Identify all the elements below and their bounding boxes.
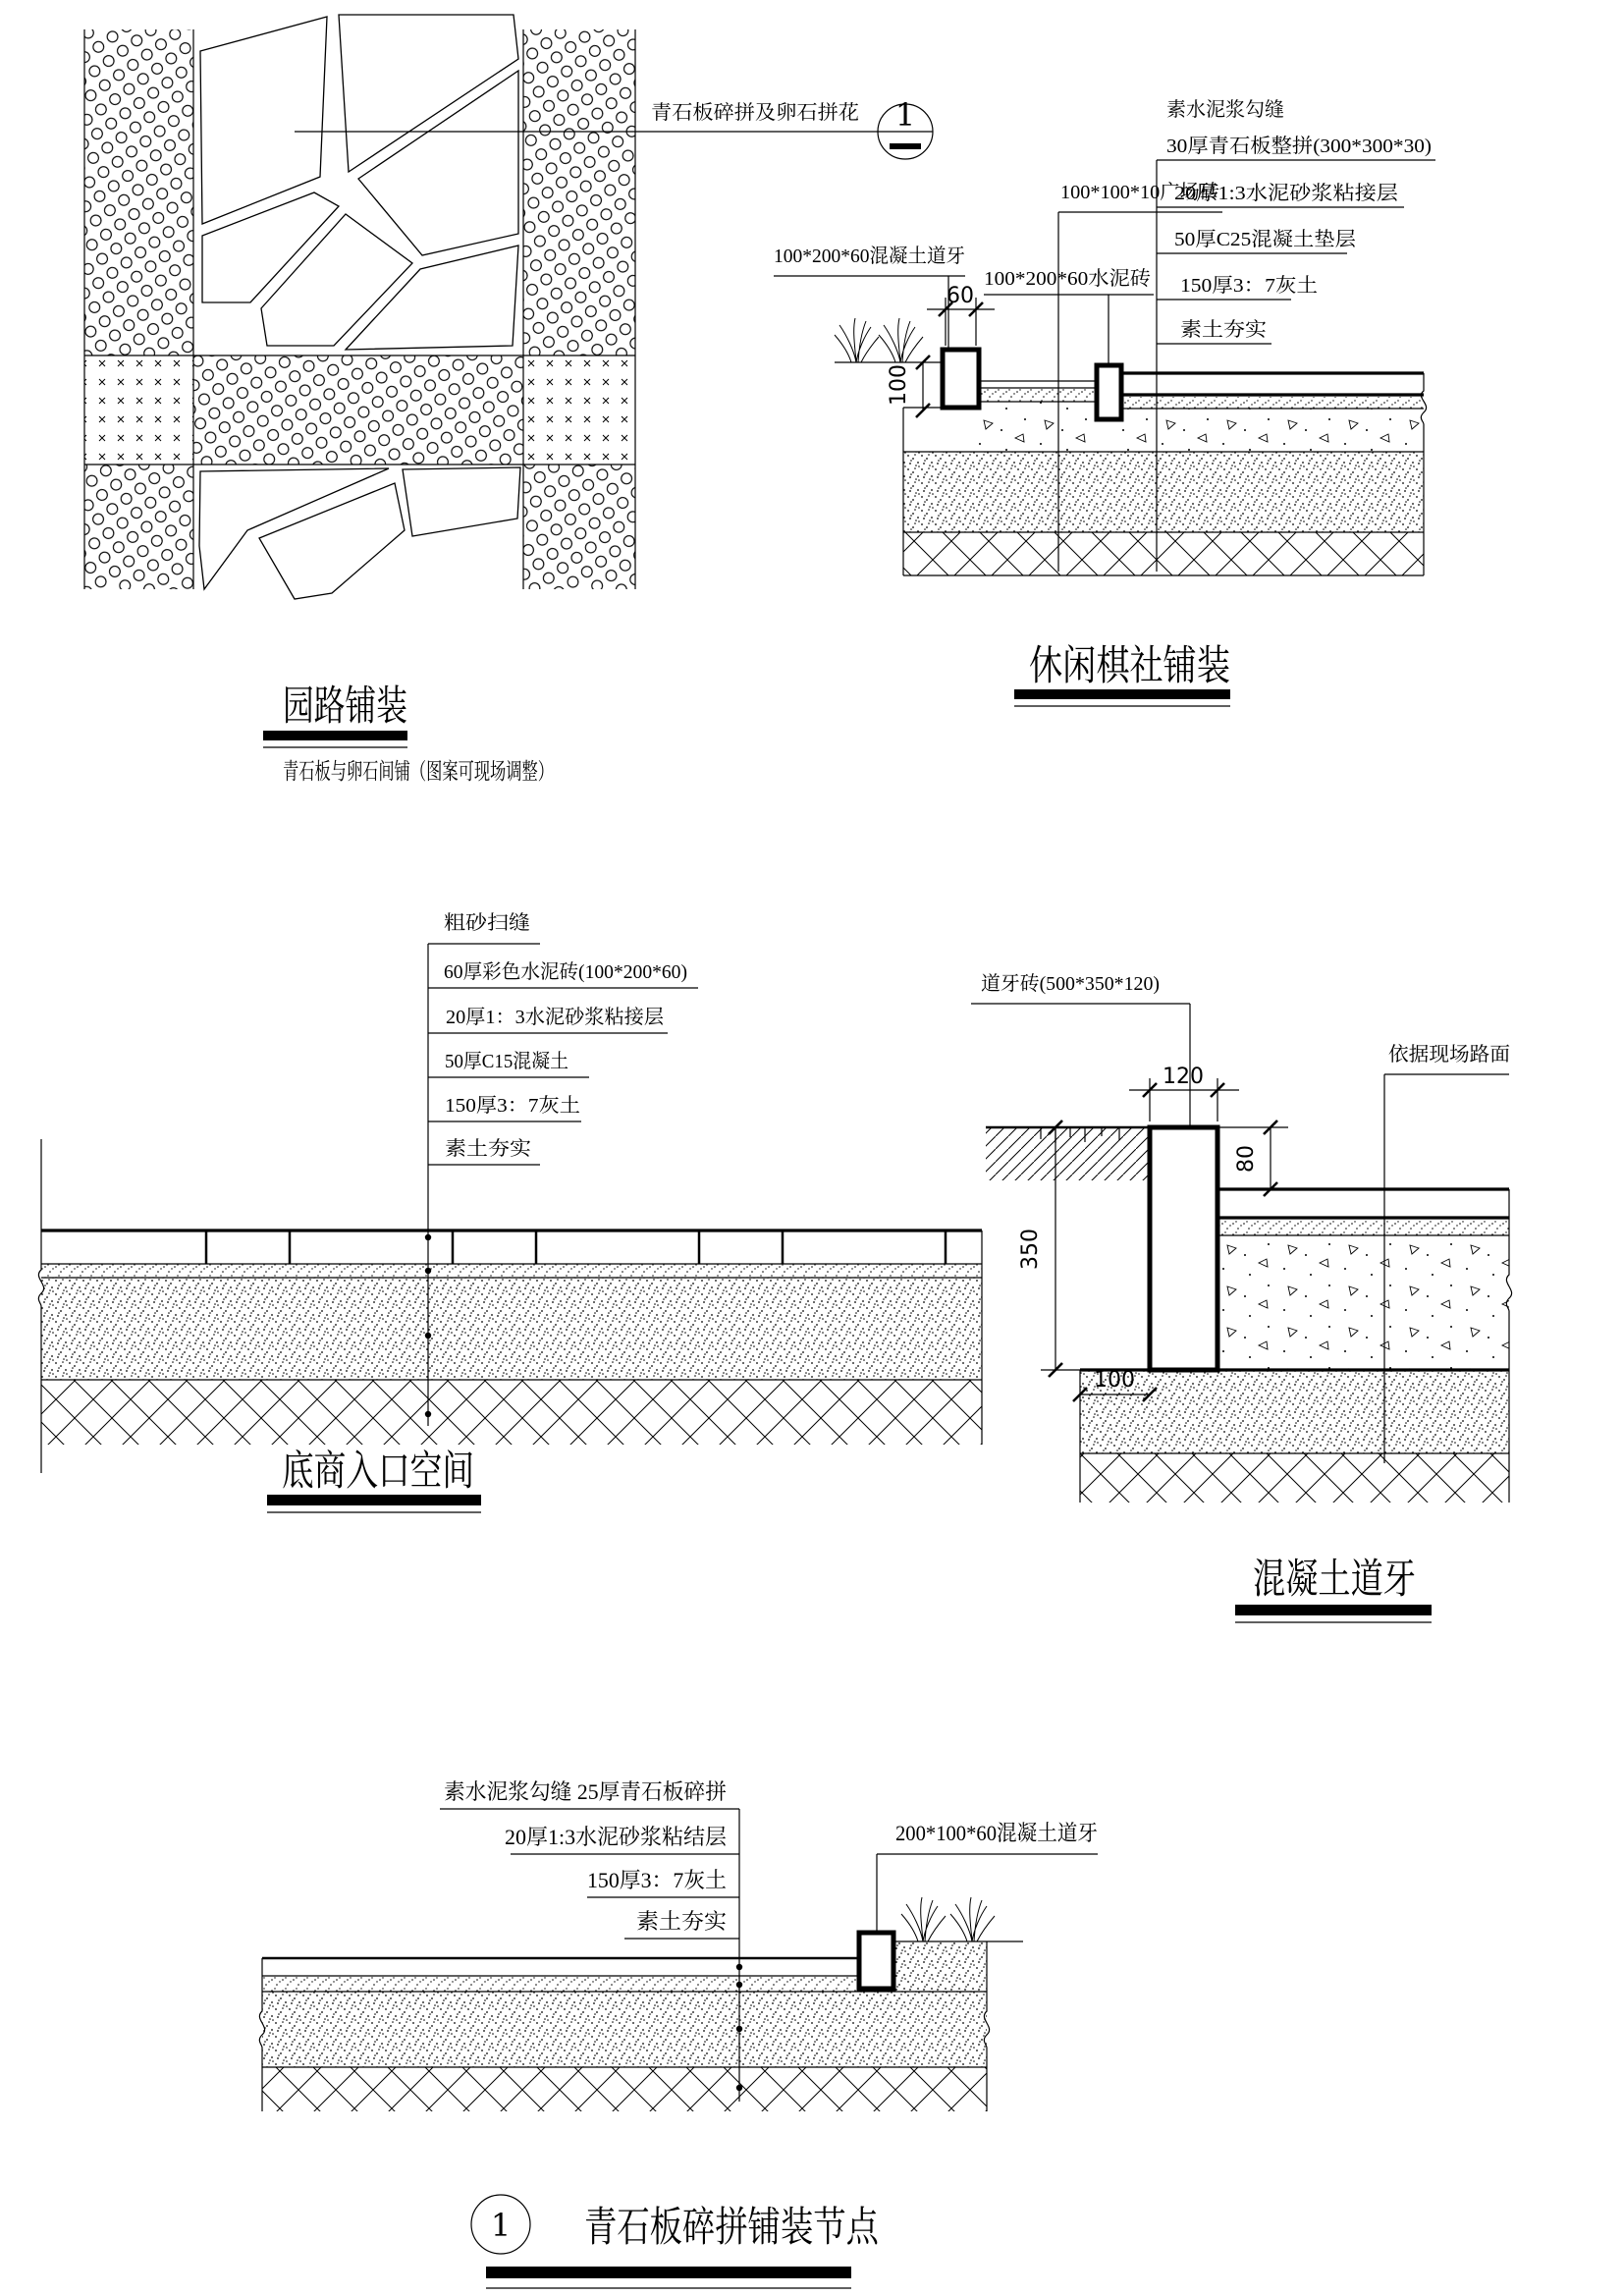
entrance-title-block	[267, 1449, 530, 1512]
chess-section-drawing	[835, 318, 1427, 575]
layer-label: 150厚3：7灰土	[445, 1095, 572, 1117]
dim-curb-top-width	[1129, 1065, 1239, 1121]
layer-label: 150厚3：7灰土	[1180, 275, 1308, 297]
layer-label: 60厚彩色水泥砖(100*200*60)	[444, 961, 693, 983]
gravel-band-pattern	[84, 355, 193, 465]
dim-curb-reveal	[1217, 1121, 1288, 1196]
chess-section-title: 休闲棋社铺装	[1029, 644, 1277, 689]
flagstone-slabs-upper	[200, 15, 518, 350]
svg-text:120: 120	[1163, 1065, 1204, 1089]
flagstone-slabs-lower	[199, 467, 520, 599]
layer-label: 30厚青石板整拼(300*300*30)	[1166, 136, 1416, 157]
layer-label: 素土夯实	[636, 1909, 727, 1934]
node-title: 青石板碎拼铺装节点	[584, 2206, 956, 2251]
compacted-subgrade	[903, 532, 1424, 575]
lime-soil-layer	[903, 452, 1424, 532]
curb-title-block	[1235, 1558, 1432, 1622]
pebble-band-pattern	[84, 29, 193, 355]
paver-joints	[206, 1230, 946, 1264]
layer-label: 50厚C25混凝土垫层	[1174, 229, 1345, 250]
lime-soil-layer	[262, 1992, 987, 2067]
compacted-subgrade	[262, 2067, 987, 2111]
plan-title-block	[263, 683, 554, 784]
detail-number: 1	[490, 2207, 512, 2244]
callout-concrete-curb: 100*200*60混凝土道牙	[774, 246, 970, 267]
layer-label: 50厚C15混凝土	[445, 1051, 576, 1072]
concrete-curb	[943, 350, 979, 408]
node-title-block	[471, 2195, 956, 2288]
layer-label: 20厚1:3水泥砂浆粘接层	[1174, 183, 1377, 204]
dim-curb-width	[927, 284, 995, 346]
plan-subtitle: 青石板与卵石间铺（图案可现场调整）	[283, 759, 554, 784]
compacted-subgrade	[41, 1380, 982, 1445]
chess-title-block	[1014, 643, 1277, 706]
entrance-section-drawing	[38, 1139, 982, 1473]
callout-plaza-brick: 100*100*10广场砖	[1060, 182, 1217, 203]
layer-label: 20厚1：3水泥砂浆粘接层	[446, 1007, 662, 1028]
detail-reference-number: 1	[894, 96, 916, 134]
concrete-curb	[859, 1933, 893, 1989]
layer-label: 素土夯实	[445, 1138, 523, 1160]
compacted-subgrade	[1080, 1453, 1509, 1503]
svg-text:80: 80	[1234, 1145, 1259, 1173]
curb-title: 混凝土道牙	[1253, 1558, 1416, 1603]
curb-section-drawing	[986, 1127, 1512, 1503]
callout-cement-brick: 100*200*60水泥砖	[984, 268, 1141, 290]
concrete-bed	[1217, 1235, 1509, 1370]
layer-label: 150厚3：7灰土	[587, 1868, 727, 1892]
lime-soil-layer	[1080, 1370, 1509, 1453]
plan-view-paving	[84, 15, 635, 599]
layer-label: 素水泥浆勾缝	[1166, 99, 1284, 121]
cement-brick-curb	[1097, 365, 1121, 419]
svg-text:350: 350	[1018, 1229, 1043, 1270]
layer-label: 粗砂扫缝	[444, 912, 522, 934]
plan-callout-label: 青石板碎拼及卵石拼花	[651, 102, 847, 124]
curb-brick	[1150, 1127, 1217, 1370]
plan-title: 园路铺装	[283, 684, 449, 730]
svg-text:60: 60	[947, 284, 974, 308]
svg-text:100: 100	[887, 364, 911, 406]
callout-concrete-curb: 200*100*60混凝土道牙	[895, 1821, 1098, 1845]
title-underline-bar	[263, 731, 407, 740]
entrance-title: 底商入口空间	[282, 1449, 530, 1495]
layer-label: 素土夯实	[1180, 319, 1259, 341]
lime-soil-layer	[41, 1278, 982, 1380]
callout-road-surface: 依据现场路面	[1388, 1044, 1506, 1066]
layer-label: 素水泥浆勾缝 25厚青石板碎拼	[444, 1779, 727, 1804]
callout-curb-brick: 道牙砖(500*350*120)	[981, 973, 1162, 995]
layer-label: 20厚1:3水泥砂浆粘结层	[505, 1825, 727, 1849]
